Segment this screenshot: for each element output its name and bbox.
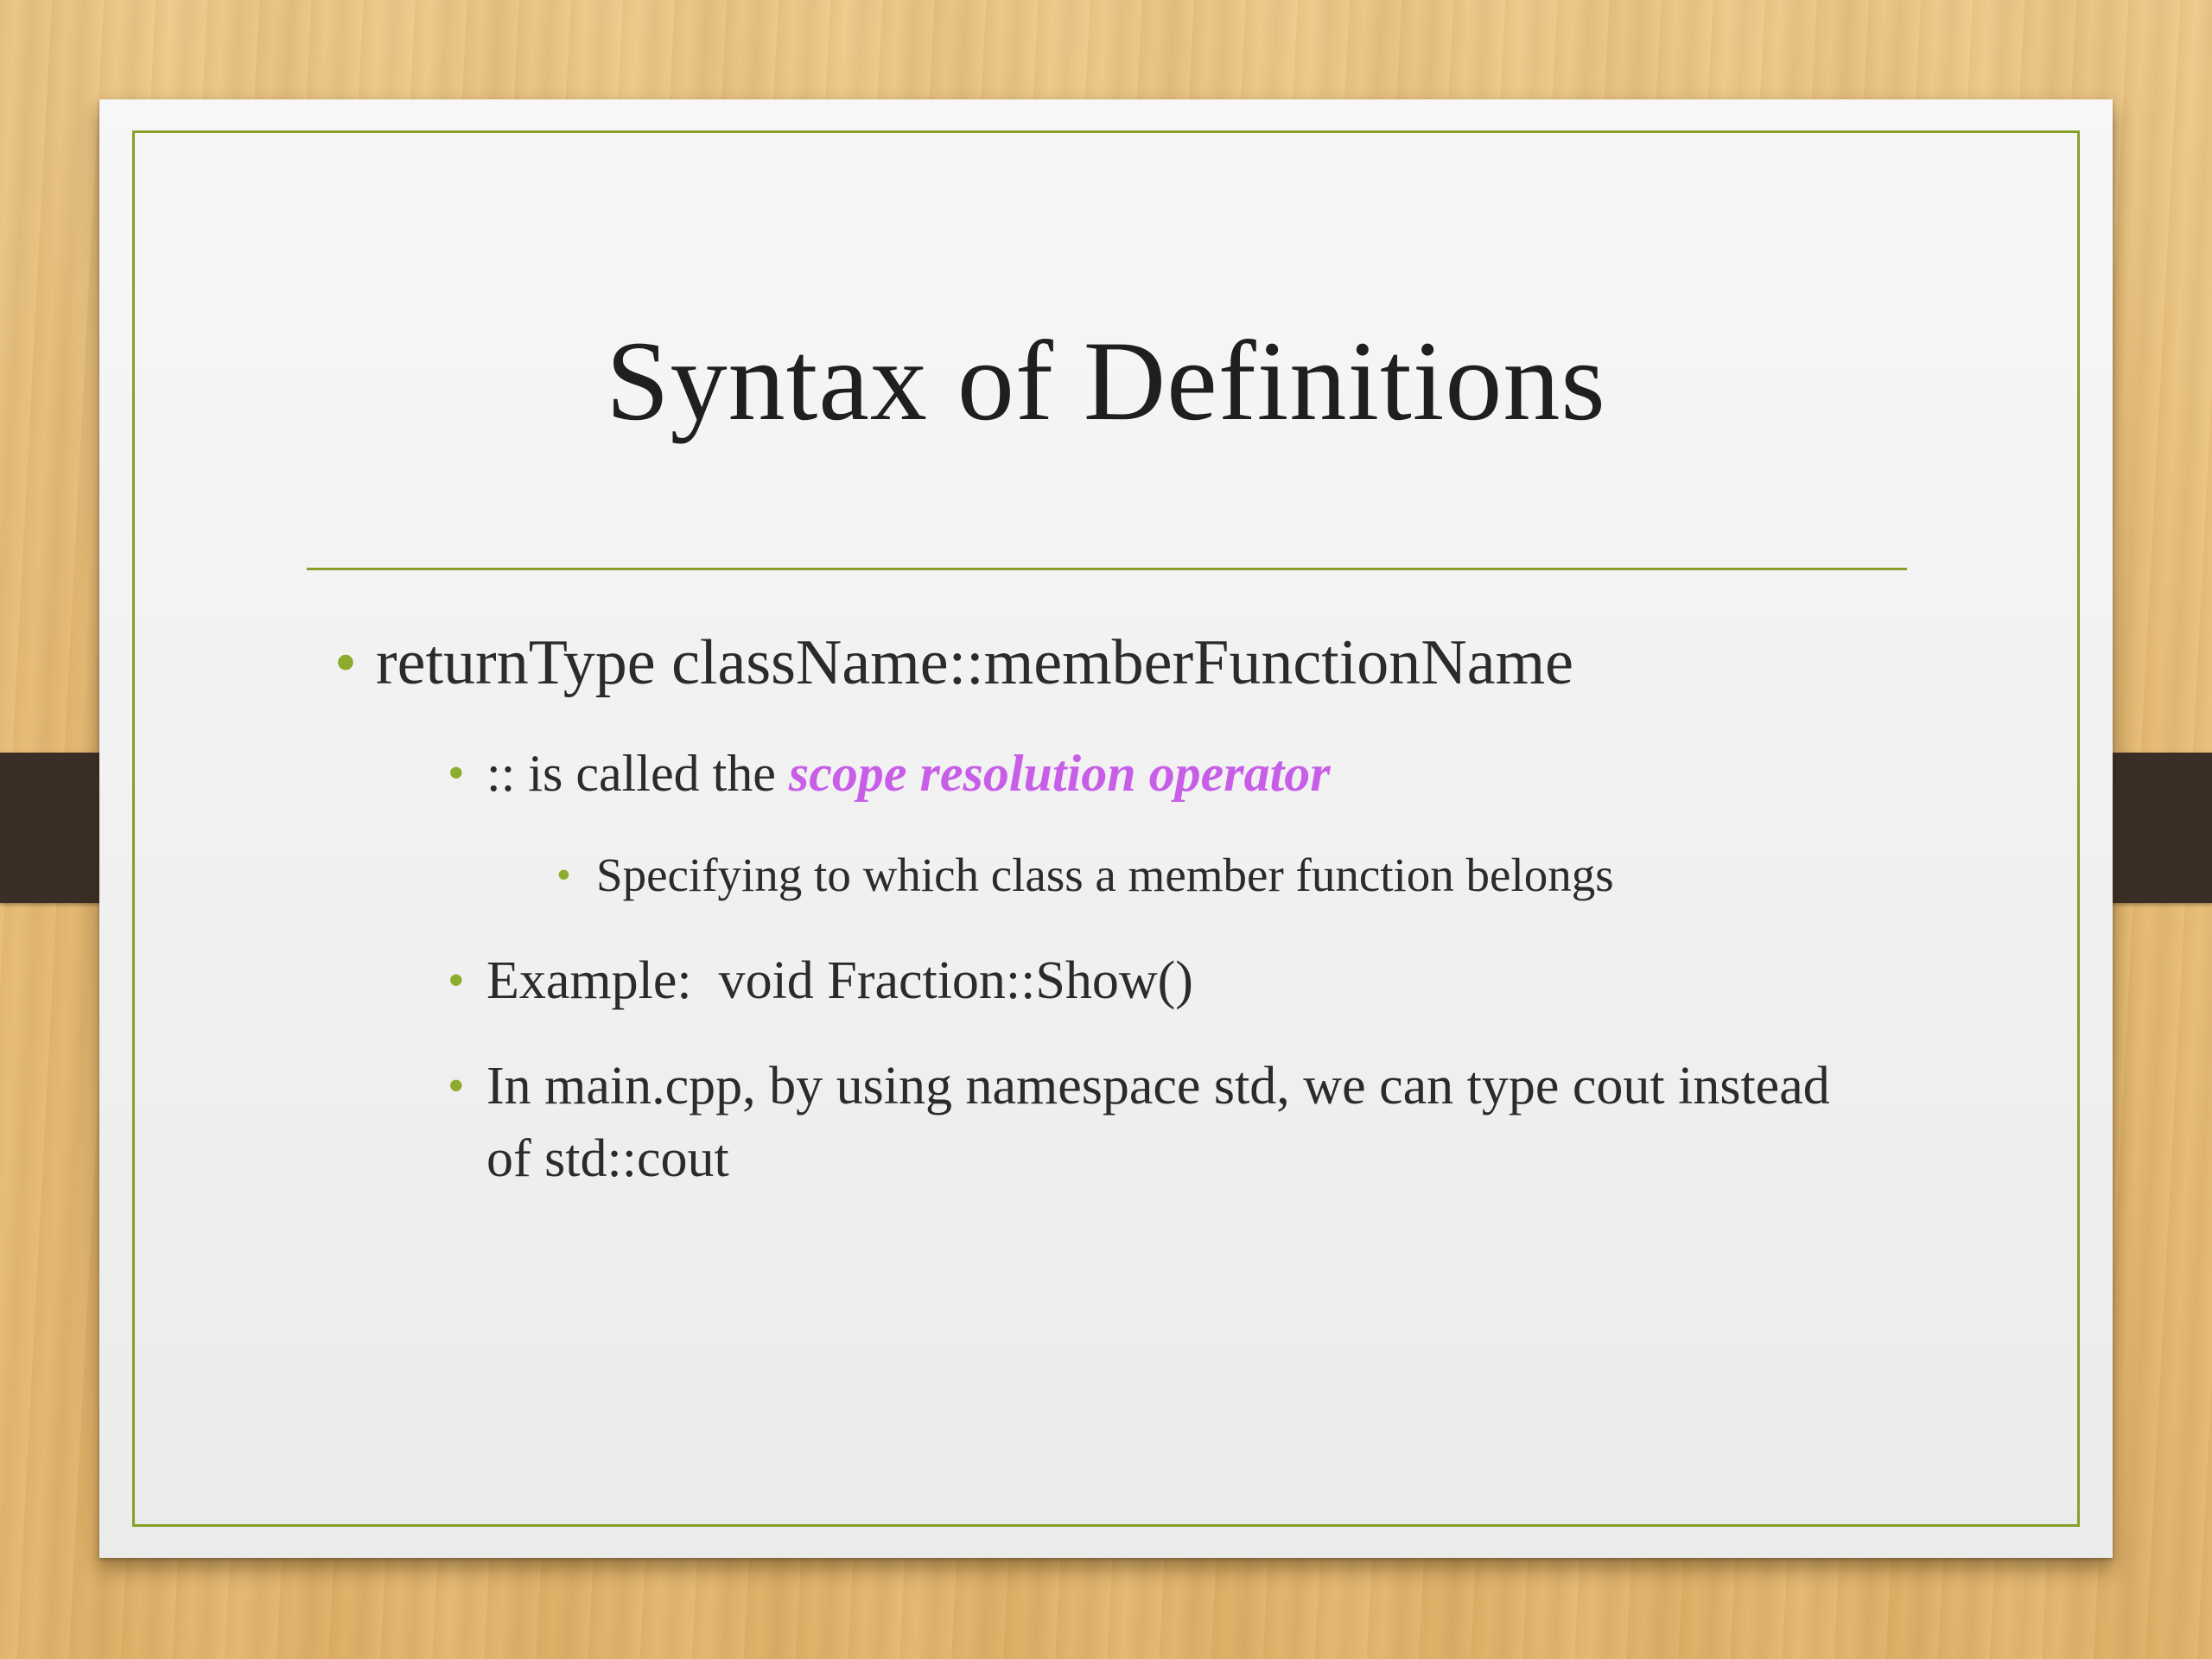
bullet-dot-icon: • xyxy=(448,1059,465,1113)
slide xyxy=(99,99,2113,1558)
bullet-text: Example: void Fraction::Show() xyxy=(486,951,1193,1010)
bullet-dot-icon: • xyxy=(448,954,465,1007)
bullet-dot-icon: • xyxy=(556,852,571,898)
bullet-level2-namespace xyxy=(448,1050,1869,1195)
slide-title: Syntax of Definitions xyxy=(606,317,1606,444)
bullet-text: In main.cpp, by using namespace std, we can type cout instead of std::cout xyxy=(486,1057,1830,1188)
bullet-list xyxy=(99,99,2113,1558)
bullet-level1-return-type xyxy=(334,624,1573,702)
bullet-level3-specifying xyxy=(556,844,1614,906)
bullet-dot-icon: • xyxy=(448,747,465,800)
bullet-dot-icon: • xyxy=(334,627,357,698)
bullet-text: returnType className::memberFunctionName xyxy=(376,627,1573,698)
emphasized-term: scope resolution operator xyxy=(788,745,1331,802)
bullet-level2-scope-operator xyxy=(448,739,1331,808)
bullet-text: Specifying to which class a member function belongs xyxy=(596,849,1614,901)
bullet-text: :: is called the xyxy=(486,745,789,802)
bullet-level2-example xyxy=(448,944,1193,1017)
